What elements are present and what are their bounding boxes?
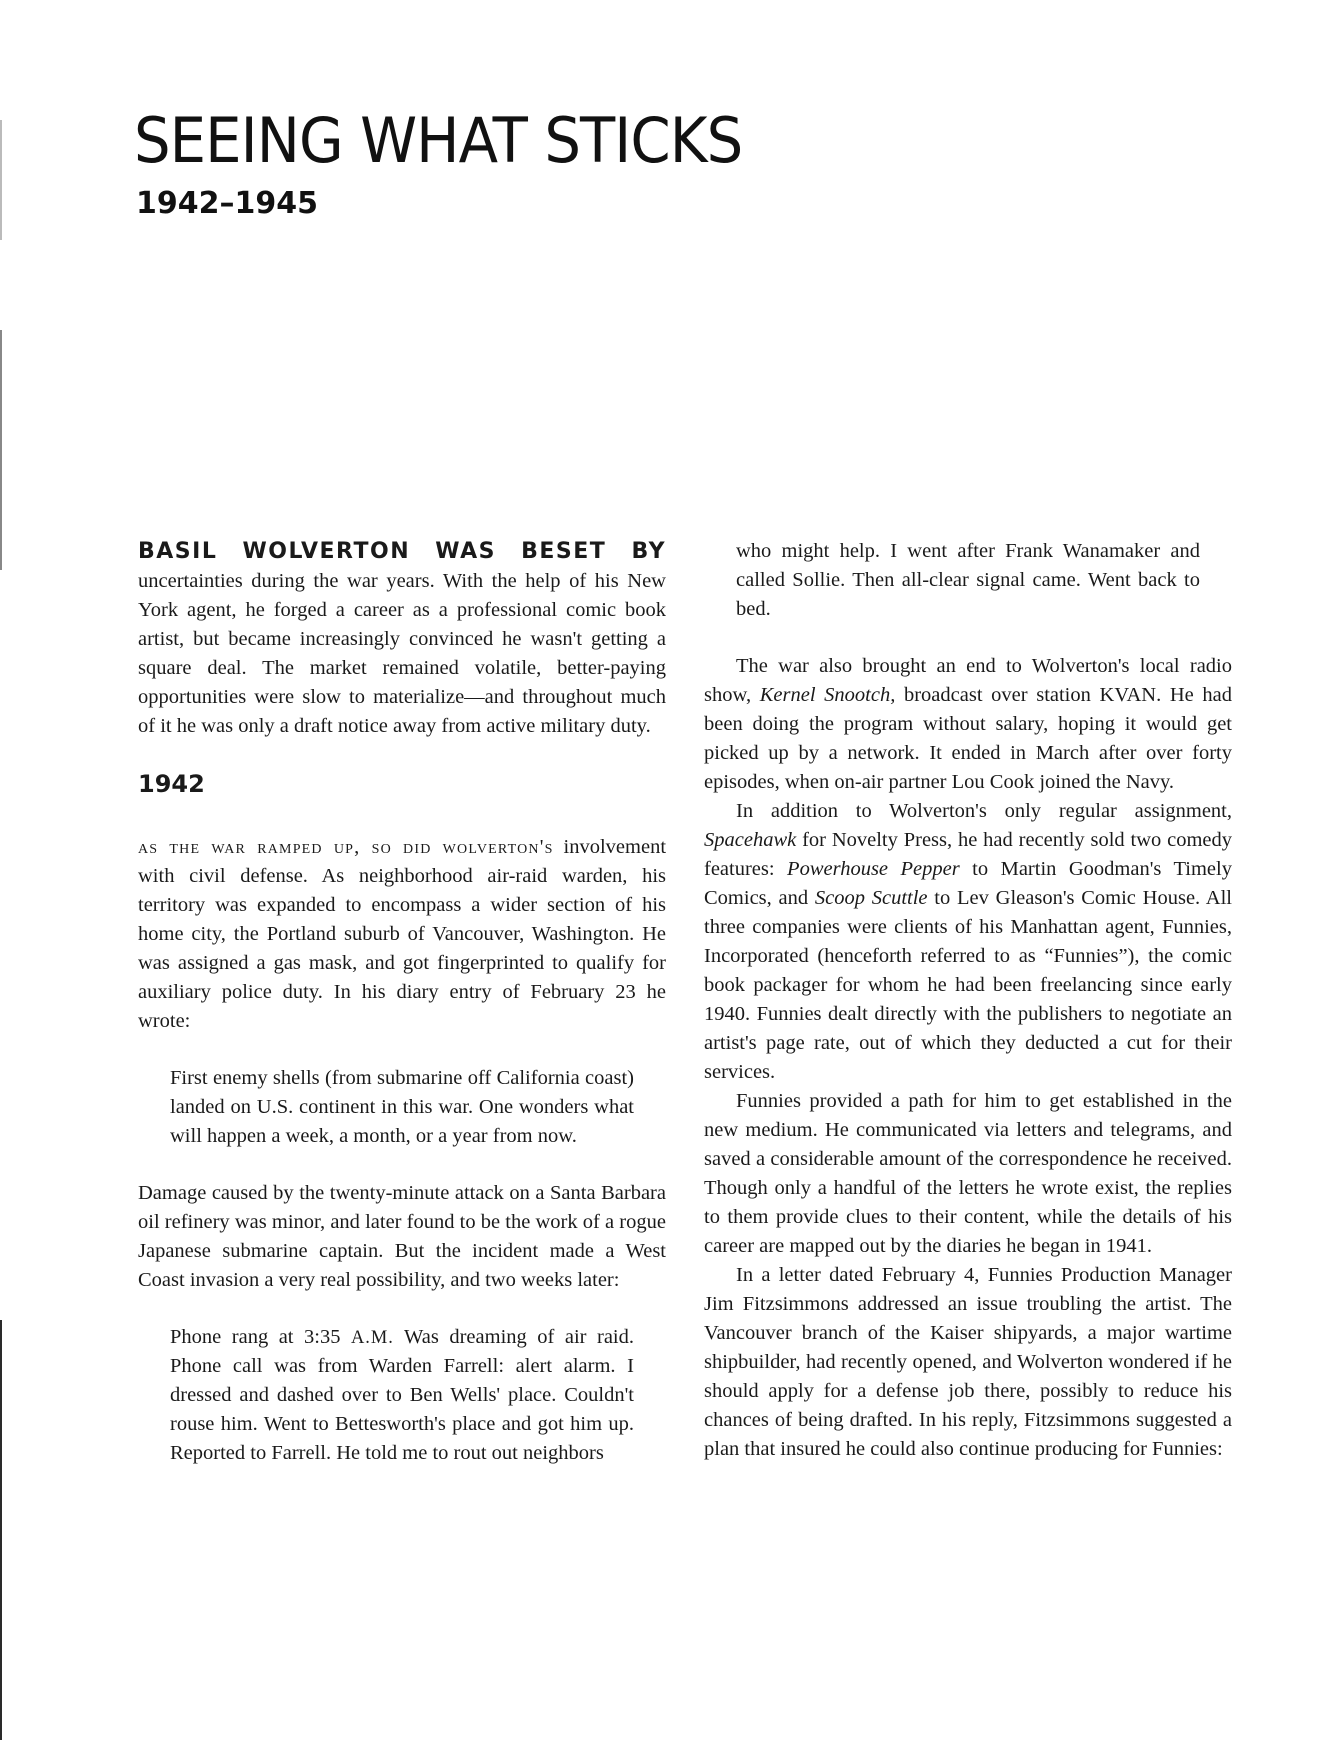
chapter-title: SEEING WHAT STICKS <box>134 104 743 177</box>
paragraph-fitzsimmons-letter: In a letter dated February 4, Funnies Production Manager Jim Fitzsimmons addressed an issue troubling the artist. The Vancouver branch of the Kaiser shipyards, a major wartime shipbuilder, had recently opened, and Wolverton wondered if he should apply for a defense job there, possibly to reduce his chances of being drafted. In his reply, Fitzsimmons suggested a plan that insured he could also continue producing for Funnies: <box>704 1264 1232 1460</box>
section-paragraph-body: involvement with civil defense. As neighborhood air-raid warden, his territory was expanded to encompass a wider section of his home city, the Portland suburb of Vancouver, Washington. He was assigned a gas mask, and got fingerprinted to qualify for auxiliary police duty. In his diary entry of February 23 he wrote: <box>138 836 667 1032</box>
page-edge-mark <box>0 120 2 240</box>
paragraph-assignments: In addition to Wolverton's only regular assignment, Spacehawk for Novelty Press, he had recently sold two comedy features: Powerhouse Pepper to Martin Goodman's Timely Comics, and Scoop Scuttle to Lev Gleason's Comic House. All three companies were clients of his Manhattan agent, Funnies, Incorporated (henceforth referred to as “Funnies”), the comic book packager for whom he had been freelancing since early 1940. Funnies dealt directly with the publishers to negotiate an artist's page rate, out of which they deducted a cut for their services. <box>704 800 1232 1083</box>
right-column <box>704 537 1232 1464</box>
title-spacehawk: Spacehawk <box>704 829 797 851</box>
opening-lead-in: BASIL WOLVERTON WAS BESET BY <box>138 539 666 564</box>
title-kernel-snootch: Kernel Snootch, <box>759 684 896 706</box>
paragraph-funnies-path: Funnies provided a path for him to get established in the new medium. He communicated via letters and telegrams, and saved a considerable amount of the correspondence he received. Though only a handful of the letters he wrote exist, the replies to them provide clues to their content, while the details of his career are mapped out by the diaries he began in 1941. <box>704 1090 1232 1257</box>
section-paragraph <box>138 833 666 1036</box>
page-edge-mark <box>0 1320 2 1740</box>
chapter-years: 1942–1945 <box>136 186 318 221</box>
title-scoop-scuttle: Scoop Scuttle <box>814 887 928 909</box>
left-column <box>138 537 666 1496</box>
paragraph-radio-show: The war also brought an end to Wolverton's local radio show, Kernel Snootch, broadcast over station KVAN. He had been doing the program without salary, hoping it would get picked up by a network. It ended in March after over forty episodes, when on-air partner Lou Cook joined the Navy. <box>704 655 1232 793</box>
title-powerhouse-pepper: Powerhouse Pepper <box>787 858 960 880</box>
paragraph-santa-barbara: Damage caused by the twenty-minute attack on a Santa Barbara oil refinery was minor, and later found to be the work of a rogue Japanese submarine captain. But the incident made a West Coast invasion a very real possibility, and two weeks later: <box>138 1182 666 1291</box>
time-suffix: A.M. <box>350 1327 394 1347</box>
section-heading-1942: 1942 <box>138 770 205 798</box>
diary-quote-text: Phone rang at 3:35 A.M. Was dreaming of air raid. Phone call was from Warden Farrell: alert alarm. I dressed and dashed over to Ben Wells' place. Couldn't rouse him. Went to Bettesworth's place and got him up. Reported to Farrell. He told me to rout out neighbors <box>170 1326 634 1464</box>
diary-quote-air-raid-continued <box>736 537 1200 624</box>
intro-paragraph: uncertainties during the war years. With the help of his New York agent, he forged a career as a professional comic book artist, but became increasingly convinced he wasn't getting a square deal. The market remained volatile, better-paying opportunities were slow to materialize—and throughout much of it he was only a draft notice away from active military duty. <box>138 570 666 737</box>
diary-quote-text: First enemy shells (from submarine off California coast) landed on U.S. continent in this war. One wonders what will happen a week, a month, or a year from now. <box>170 1067 634 1147</box>
diary-quote-air-raid <box>170 1323 634 1468</box>
diary-quote-text: who might help. I went after Frank Wanamaker and called Sollie. Then all-clear signal came. Went back to bed. <box>736 540 1200 620</box>
section-lead-in: as the war ramped up, so did wolverton's <box>138 836 554 858</box>
diary-quote-feb-23 <box>170 1064 634 1151</box>
page-edge-mark <box>0 330 2 570</box>
